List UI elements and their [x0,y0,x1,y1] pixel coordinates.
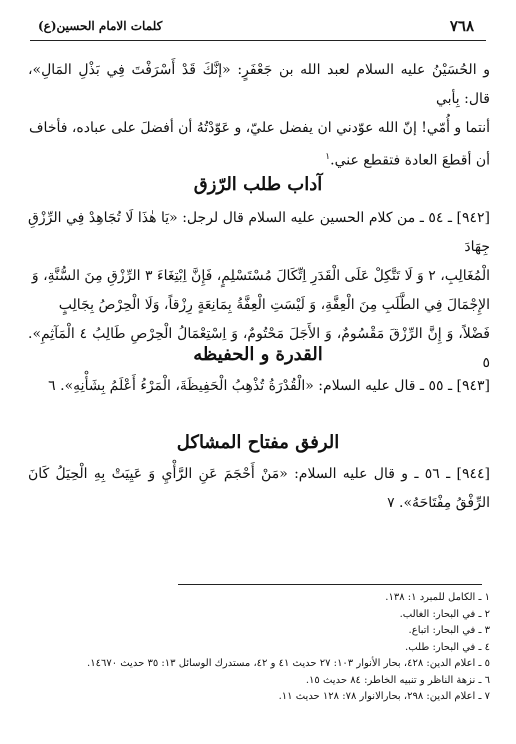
section-1-line-2: الْمُغَالِبِ، ٢ وَ لَا تَتَّكِلْ عَلَى الْقَدَرِ اِتِّكَالَ مُسْتَسْلِمٍ، فَإِنَّ اِبْتِغَاءَ ٣ الرِّزْقِ مِنَ السُّنَّةِ، وَ [31,268,490,284]
section-3-paragraph [28,460,490,518]
intro-line-3-text: أن أقطعَ العادة فتقطع عني. [330,152,490,169]
running-title: كلمات الامام الحسين(ع) [38,19,163,33]
footnote-7: ٧ ـ اعلام الدين: ٢٩٨، بحارالانوار ٧٨: ١٢٨ حديث ١١. [278,691,490,702]
intro-line-2: أنتما و أُمّي! إنّ الله عوّدني ان يفضل عليّ، و عَوّدْتُهُ أن أفضلَ على عباده، فأخاف [29,120,490,136]
intro-line-3 [28,143,490,176]
section-heading-3: الرفق مفتاح المشاكل [176,432,340,453]
section-3-line-1: [٩٤٤] ـ ٥٦ ـ و قال عليه السلام: «مَنْ أَحْجَمَ عَنِ الرَّأْيِ وَ عَيِيَتْ بِهِ الْحِيَلُ كَانَ الرِّفْقُ مِفْتَاحَهُ». ٧ [28,466,490,511]
intro-paragraph [28,56,490,176]
section-1-line-3: الإِجْمَالَ فِي الطَّلَبِ مِنَ الْعِفَّةِ، وَ لَيْسَتِ الْعِفَّةُ بِمَانِعَةٍ رِزْقاً، وَلَا الْحِرْصُ بِجَالِبٍ [58,297,490,313]
footnote-rule [178,584,482,585]
section-heading-2: القدرة و الحفيظه [193,344,323,365]
footnote-4: ٤ ـ في البحار: طلب. [405,641,490,653]
section-1-line-4: فَضْلاً، وَ إِنَّ الرِّزْقَ مَقْسُومٌ، وَ الأَجَلَ مَحْتُومٌ، وَ اِسْتِعْمَالُ الْحِرْصِ طَالِبُ ٤ الْمَآثِمِ». ٥ [28,326,490,371]
footnote-3: ٣ ـ في البحار: اتباع. [408,625,490,636]
page-header [30,14,486,40]
header-rule [30,40,486,41]
section-heading-1: آداب طلب الرّزق [193,174,323,195]
section-2-line-1: [٩٤٣] ـ ٥٥ ـ قال عليه السلام: «الْقُدْرَةُ تُذْهِبُ الْحَفِيظَةَ، الْمَرْءُ أَعْلَمُ بِشَأْنِهِ». ٦ [48,378,490,394]
footnotes [24,590,490,706]
footnote-5: ٥ ـ اعلام الدين: ٤٢٨، بحار الأنوار ١٠٣: ٢٧ حديث ٤١ و ٤٢، مستدرك الوسائل ١٣: ٣٥ حديث ١٤٦٧٠. [87,658,490,669]
footnote-6: ٦ ـ نزهة الناظر و تنبيه الخاطر: ٨٤ حديث ١٥. [305,674,490,686]
footnote-1: ١ ـ الكامل للمبرد ١: ١٣٨. [385,592,490,603]
intro-line-1: و الحُسَيْنُ عليه السلام لعبد الله بن جَعْفَرٍ: «إنَّكَ قَدْ أَسْرَفْتَ فِي بَذْلِ المَالِ»، قال: بِأبي [28,62,490,107]
section-2-paragraph [28,372,490,401]
section-1-line-1: [٩٤٢] ـ ٥٤ ـ من كلام الحسين عليه السلام قال لرجل: «يَا هٰذَا لَا تُجَاهِدْ فِي الرِّزْقِ جِهَادَ [28,210,490,255]
footnote-ref: ١ [325,152,331,162]
page-number: ٧٦٨ [449,17,474,35]
footnote-2: ٢ ـ في البحار: الغالب. [399,608,490,620]
